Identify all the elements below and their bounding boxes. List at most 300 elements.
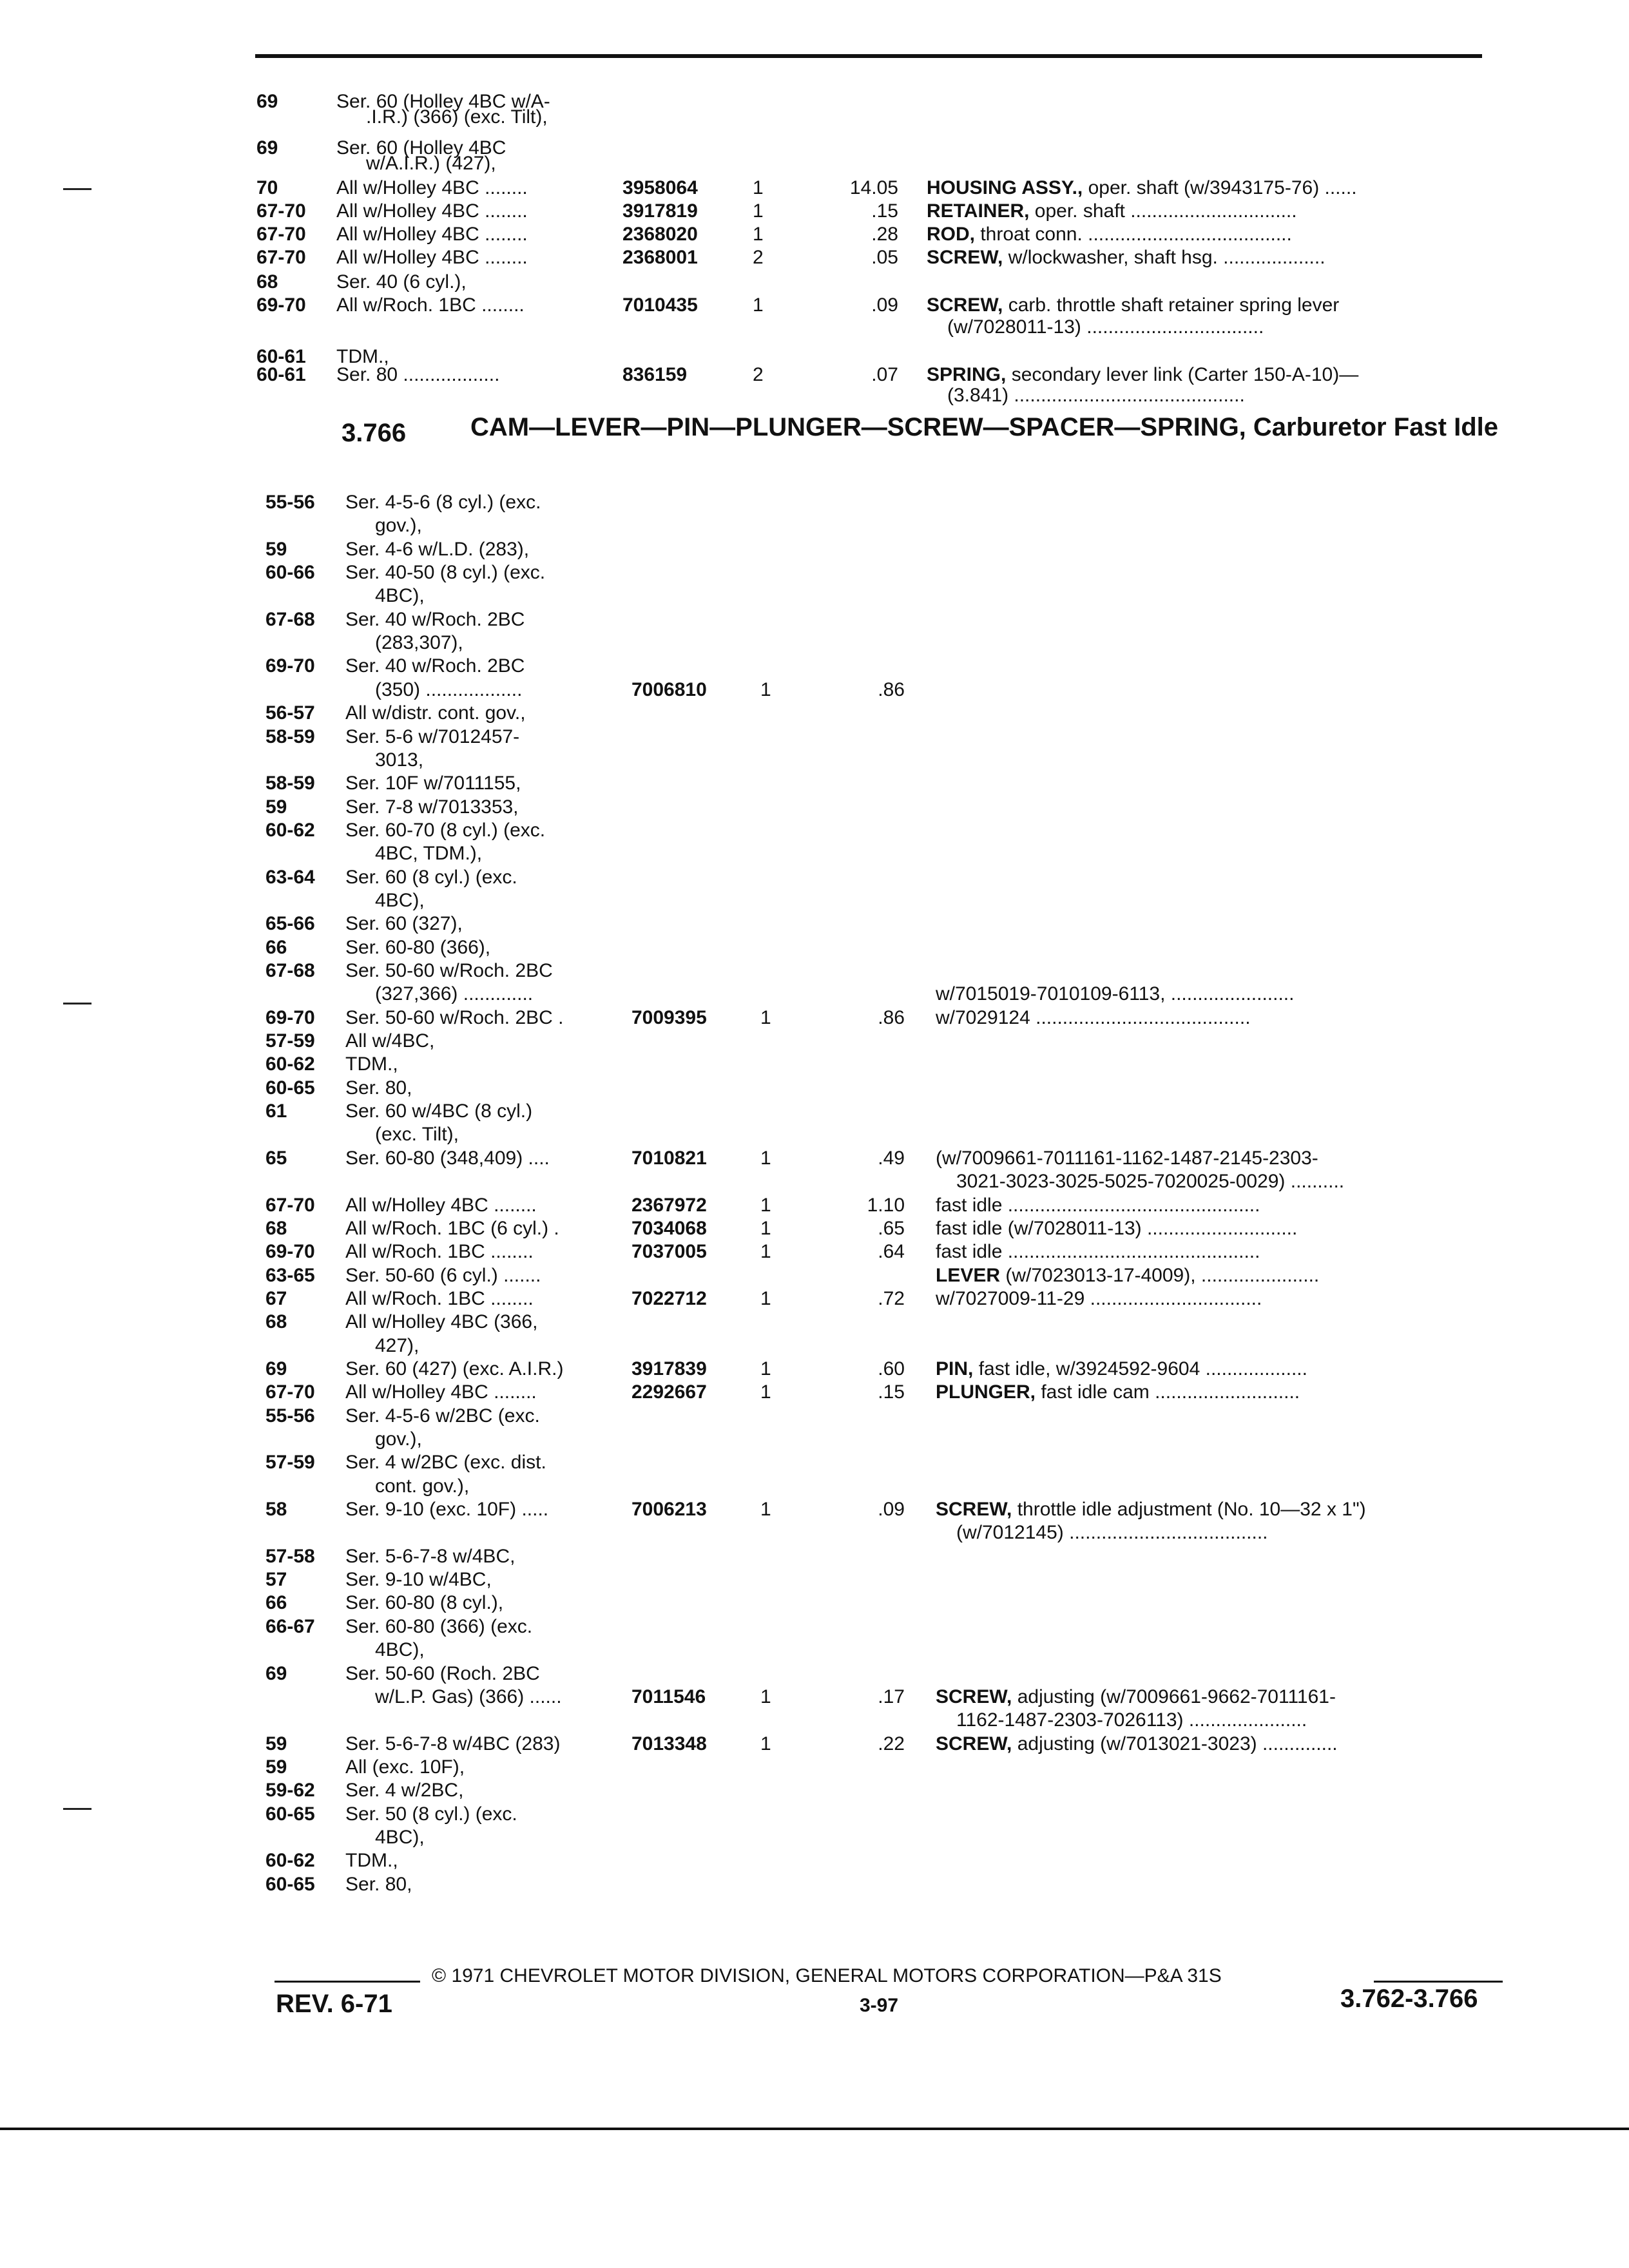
application: All w/Roch. 1BC ........ [336, 294, 525, 316]
application: All w/Holley 4BC ........ [336, 200, 528, 222]
quantity: 1 [760, 1006, 771, 1028]
part-number: 3958064 [622, 177, 698, 198]
application: .I.R.) (366) (exc. Tilt), [366, 106, 548, 128]
parts-row [0, 1826, 1629, 1850]
application: All (exc. 10F), [345, 1756, 465, 1778]
application: Ser. 60-80 (348,409) .... [345, 1147, 550, 1169]
part-number: 7006213 [631, 1499, 707, 1521]
model-year: 60-62 [265, 1053, 315, 1075]
part-number: 2368020 [622, 224, 698, 245]
description-text: throat conn. ...................................... [975, 224, 1292, 245]
application: Ser. 40 w/Roch. 2BC [345, 608, 525, 630]
price: .49 [878, 1147, 905, 1169]
application: All w/Roch. 1BC ........ [345, 1287, 534, 1309]
parts-row [0, 584, 1629, 609]
parts-row [0, 959, 1629, 984]
application: Ser. 40-50 (8 cyl.) (exc. [345, 562, 546, 584]
application: (exc. Tilt), [375, 1124, 459, 1146]
model-year: 65 [265, 1147, 287, 1169]
application: Ser. 60-80 (366) (exc. [345, 1615, 533, 1637]
description [936, 1381, 1495, 1404]
application: Ser. 60-80 (366), [345, 936, 491, 958]
model-year: 58-59 [265, 773, 315, 794]
price: .07 [871, 364, 898, 385]
parts-row [0, 1756, 1629, 1780]
application: Ser. 60 w/4BC (8 cyl.) [345, 1100, 533, 1122]
application: Ser. 60 (Holley 4BC [336, 137, 506, 159]
description-text: (w/7023013-17-4009), ...................... [1000, 1264, 1320, 1286]
description-text: adjusting (w/7009661-9662-7011161- [1012, 1686, 1336, 1707]
description-text: oper. shaft ............................... [1029, 200, 1297, 222]
application: (327,366) ............. [375, 983, 534, 1005]
part-number: 3917839 [631, 1358, 707, 1379]
part-number: 2368001 [622, 247, 698, 268]
parts-row [0, 1147, 1629, 1171]
model-year: 57 [265, 1569, 287, 1591]
parts-row [0, 316, 1629, 340]
price: .22 [878, 1733, 905, 1754]
part-number: 7011546 [631, 1686, 706, 1707]
parts-row [0, 702, 1629, 726]
parts-row [0, 1639, 1629, 1663]
parts-row [0, 1803, 1629, 1827]
model-year: 67-70 [256, 200, 306, 222]
model-year: 58-59 [265, 726, 315, 747]
model-year: 56-57 [265, 702, 315, 724]
application: All w/Holley 4BC ........ [345, 1194, 537, 1216]
parts-row [0, 1264, 1629, 1289]
parts-row [0, 1568, 1629, 1593]
part-number: 7006810 [631, 678, 707, 700]
application: Ser. 60 (427) (exc. A.I.R.) [345, 1358, 564, 1379]
application: Ser. 5-6 w/7012457- [345, 726, 520, 747]
quantity: 1 [760, 1147, 771, 1169]
parts-row [0, 678, 1629, 703]
section-number: 3.766 [342, 419, 407, 447]
part-number: 7034068 [631, 1217, 707, 1239]
parts-row [0, 772, 1629, 796]
part-number: 2367972 [631, 1194, 707, 1216]
price: .17 [878, 1686, 905, 1707]
parts-row [0, 152, 1629, 177]
description [936, 1194, 1495, 1217]
parts-row [0, 889, 1629, 914]
parts-row [0, 1428, 1629, 1452]
price: .09 [871, 294, 898, 316]
application: All w/Holley 4BC ........ [336, 224, 528, 245]
parts-row [0, 491, 1629, 515]
description-keyword: ROD, [927, 224, 975, 245]
description-keyword: SCREW, [927, 294, 1003, 316]
quantity: 1 [760, 678, 771, 700]
description-text: (w/7028011-13) ................................. [947, 316, 1264, 338]
application: Ser. 40 w/Roch. 2BC [345, 655, 525, 677]
quantity: 1 [760, 1686, 771, 1707]
description-keyword: RETAINER, [927, 200, 1030, 222]
quantity: 1 [760, 1287, 771, 1309]
parts-row [0, 1194, 1629, 1218]
description [927, 294, 1495, 317]
price: .64 [878, 1241, 905, 1263]
quantity: 1 [760, 1381, 771, 1403]
part-number: 7013348 [631, 1733, 707, 1754]
description-text: 1162-1487-2303-7026113) ...................... [956, 1709, 1307, 1731]
parts-row [0, 1405, 1629, 1429]
parts-row [0, 1170, 1629, 1195]
application: Ser. 50-60 w/Roch. 2BC . [345, 1006, 564, 1028]
model-year: 66 [265, 936, 287, 958]
description [936, 1240, 1495, 1264]
footer-rule-right [1374, 1981, 1503, 1983]
description-keyword: HOUSING ASSY., [927, 177, 1083, 198]
parts-row [0, 1451, 1629, 1475]
application: Ser. 4 w/2BC (exc. dist. [345, 1452, 546, 1474]
parts-row [0, 842, 1629, 867]
parts-row [0, 1240, 1629, 1265]
model-year: 58 [265, 1499, 287, 1521]
model-year: 67-68 [265, 960, 315, 981]
part-number: 7010435 [622, 294, 698, 316]
description-text: adjusting (w/7013021-3023) .............. [1012, 1733, 1338, 1754]
description-keyword: SCREW, [936, 1686, 1012, 1707]
price: 1.10 [867, 1194, 905, 1216]
model-year: 69 [256, 91, 278, 112]
parts-row [0, 200, 1629, 224]
model-year: 69 [265, 1358, 287, 1379]
description [927, 200, 1495, 223]
application: All w/Holley 4BC ........ [345, 1381, 537, 1403]
model-year: 60-62 [265, 819, 315, 841]
application: TDM., [345, 1053, 398, 1075]
model-year: 60-65 [265, 1873, 315, 1895]
quantity: 1 [760, 1358, 771, 1379]
description [956, 1521, 1516, 1544]
model-year: 59-62 [265, 1780, 315, 1802]
price: .15 [878, 1381, 905, 1403]
application: Ser. 50-60 (6 cyl.) ....... [345, 1264, 541, 1286]
application: Ser. 60 (Holley 4BC w/A- [336, 91, 550, 112]
parts-row [0, 819, 1629, 843]
application: All w/Holley 4BC (366, [345, 1311, 538, 1333]
description-text: (w/7012145) ..................................... [956, 1522, 1268, 1544]
part-number: 836159 [622, 364, 688, 385]
price: .86 [878, 1006, 905, 1028]
parts-row [0, 294, 1629, 318]
quantity: 1 [753, 294, 764, 316]
description [956, 1709, 1516, 1732]
quantity: 2 [753, 364, 764, 385]
model-year: 69 [265, 1662, 287, 1684]
description-text: fast idle ............................................... [936, 1241, 1260, 1263]
part-number: 7022712 [631, 1287, 707, 1309]
parts-row [0, 726, 1629, 750]
parts-row [0, 983, 1629, 1007]
model-year: 60-62 [265, 1850, 315, 1872]
model-year: 60-66 [265, 562, 315, 584]
parts-row [0, 1287, 1629, 1312]
quantity: 1 [753, 177, 764, 198]
application: Ser. 9-10 w/4BC, [345, 1569, 492, 1591]
quantity: 1 [760, 1217, 771, 1239]
parts-row [0, 1779, 1629, 1803]
model-year: 67-70 [265, 1381, 315, 1403]
part-number: 2292667 [631, 1381, 707, 1403]
parts-row [0, 655, 1629, 679]
application: 4BC, TDM.), [375, 843, 483, 865]
description [927, 363, 1495, 387]
parts-row [0, 866, 1629, 890]
parts-row [0, 796, 1629, 820]
price: .60 [878, 1358, 905, 1379]
application: All w/distr. cont. gov., [345, 702, 526, 724]
parts-row [0, 1873, 1629, 1898]
application: All w/Roch. 1BC ........ [345, 1241, 534, 1263]
application: w/A.I.R.) (427), [366, 153, 496, 174]
parts-row [0, 608, 1629, 633]
application: Ser. 40 (6 cyl.), [336, 271, 467, 293]
price: 14.05 [849, 177, 898, 198]
description-text: throttle idle adjustment (No. 10—32 x 1") [1012, 1499, 1366, 1521]
quantity: 1 [760, 1733, 771, 1754]
quantity: 1 [753, 200, 764, 222]
application: gov.), [375, 1428, 422, 1450]
bottom-rule [0, 2128, 1629, 2130]
application: 3013, [375, 749, 424, 771]
model-year: 69 [256, 137, 278, 159]
application: Ser. 5-6-7-8 w/4BC, [345, 1545, 516, 1567]
description-text: oper. shaft (w/3943175-76) ...... [1083, 177, 1357, 198]
price: .72 [878, 1287, 905, 1309]
model-year: 67-70 [256, 247, 306, 268]
parts-row [0, 106, 1629, 130]
parts-row [0, 1311, 1629, 1335]
application: TDM., [345, 1850, 398, 1872]
model-year: 63-65 [265, 1264, 315, 1286]
model-year: 63-64 [265, 866, 315, 888]
application: Ser. 4-5-6 w/2BC (exc. [345, 1405, 540, 1427]
model-year: 66-67 [265, 1615, 315, 1637]
description-text: w/7029124 ........................................ [936, 1006, 1251, 1028]
parts-row [0, 271, 1629, 295]
parts-row [0, 1521, 1629, 1546]
application: TDM., [336, 346, 389, 367]
model-year: 59 [265, 796, 287, 818]
description-keyword: SCREW, [936, 1499, 1012, 1521]
application: (283,307), [375, 632, 463, 654]
model-year: 57-59 [265, 1452, 315, 1474]
description [927, 223, 1495, 246]
description [936, 983, 1495, 1006]
application: 4BC), [375, 889, 425, 911]
parts-row [0, 538, 1629, 562]
description-keyword: SCREW, [936, 1733, 1012, 1754]
application: Ser. 4-6 w/L.D. (283), [345, 538, 530, 560]
model-year: 68 [265, 1217, 287, 1239]
description [936, 1733, 1495, 1756]
model-year: 68 [265, 1311, 287, 1333]
description [936, 1006, 1495, 1030]
application: Ser. 9-10 (exc. 10F) ..... [345, 1499, 549, 1521]
application: All w/4BC, [345, 1030, 435, 1052]
application: Ser. 7-8 w/7013353, [345, 796, 519, 818]
model-year: 67 [265, 1287, 287, 1309]
price: .65 [878, 1217, 905, 1239]
description [936, 1147, 1495, 1170]
description-keyword: LEVER [936, 1264, 1001, 1286]
part-number: 7037005 [631, 1241, 707, 1263]
model-year: 60-61 [256, 364, 306, 385]
application: Ser. 50-60 w/Roch. 2BC [345, 960, 553, 981]
application: Ser. 50-60 (Roch. 2BC [345, 1662, 540, 1684]
parts-row [0, 1123, 1629, 1148]
description-text: secondary lever link (Carter 150-A-10)— [1006, 364, 1359, 385]
model-year: 55-56 [265, 492, 315, 513]
part-number: 7009395 [631, 1006, 707, 1028]
description [927, 246, 1495, 269]
model-year: 69-70 [265, 1241, 315, 1263]
parts-row [0, 1358, 1629, 1382]
application: All w/Roch. 1BC (6 cyl.) . [345, 1217, 559, 1239]
parts-row [0, 1381, 1629, 1405]
price: .28 [871, 224, 898, 245]
application: Ser. 60-70 (8 cyl.) (exc. [345, 819, 546, 841]
parts-row [0, 1475, 1629, 1499]
application: 427), [375, 1334, 419, 1356]
description [947, 316, 1516, 339]
price: .86 [878, 678, 905, 700]
application: Ser. 4 w/2BC, [345, 1780, 464, 1802]
application: All w/Holley 4BC ........ [336, 247, 528, 268]
model-year: 69-70 [265, 655, 315, 677]
parts-row [0, 1217, 1629, 1242]
application: Ser. 60 (327), [345, 913, 463, 935]
description-text: (w/7009661-7011161-1162-1487-2145-2303- [936, 1147, 1318, 1169]
description-keyword: PLUNGER, [936, 1381, 1036, 1403]
description [927, 177, 1495, 200]
model-year: 67-68 [265, 608, 315, 630]
footer-revision: REV. 6-71 [276, 1990, 392, 2018]
model-year: 55-56 [265, 1405, 315, 1427]
application: Ser. 60-80 (8 cyl.), [345, 1592, 504, 1614]
application: (350) .................. [375, 678, 523, 700]
parts-row [0, 514, 1629, 539]
footer-rule-left [275, 1981, 420, 1983]
model-year: 57-58 [265, 1545, 315, 1567]
application: Ser. 80, [345, 1873, 412, 1895]
application: Ser. 10F w/7011155, [345, 773, 521, 794]
parts-row [0, 1733, 1629, 1757]
model-year: 66 [265, 1592, 287, 1614]
description [936, 1287, 1495, 1311]
parts-row [0, 561, 1629, 586]
parts-row [0, 1662, 1629, 1687]
parts-row [0, 912, 1629, 937]
application: All w/Holley 4BC ........ [336, 177, 528, 198]
description-keyword: PIN, [936, 1358, 974, 1379]
model-year: 69-70 [256, 294, 306, 316]
price: .15 [871, 200, 898, 222]
description [936, 1264, 1495, 1287]
parts-row [0, 749, 1629, 773]
parts-row [0, 1849, 1629, 1874]
description-text: 3021-3023-3025-5025-7020025-0029) .......... [956, 1171, 1345, 1193]
model-year: 61 [265, 1100, 287, 1122]
description-text: fast idle cam ........................... [1036, 1381, 1300, 1403]
parts-row [0, 1709, 1629, 1733]
model-year: 59 [265, 1733, 287, 1754]
parts-row [0, 246, 1629, 271]
parts-row [0, 631, 1629, 656]
model-year: 59 [265, 538, 287, 560]
description-text: fast idle ............................................... [936, 1194, 1260, 1216]
description-text: w/7027009-11-29 ................................ [936, 1287, 1262, 1309]
model-year: 65-66 [265, 913, 315, 935]
application: Ser. 60 (8 cyl.) (exc. [345, 866, 517, 888]
part-number: 7010821 [631, 1147, 707, 1169]
price: .05 [871, 247, 898, 268]
parts-row [0, 1686, 1629, 1710]
description [936, 1498, 1495, 1521]
parts-row [0, 1006, 1629, 1031]
quantity: 1 [760, 1194, 771, 1216]
description-text: carb. throttle shaft retainer spring lever [1003, 294, 1340, 316]
application: w/L.P. Gas) (366) ...... [375, 1686, 562, 1707]
application: 4BC), [375, 1639, 425, 1661]
application: cont. gov.), [375, 1475, 470, 1497]
quantity: 1 [753, 224, 764, 245]
quantity: 2 [753, 247, 764, 268]
part-number: 3917819 [622, 200, 698, 222]
application: 4BC), [375, 1826, 425, 1848]
application: Ser. 4-5-6 (8 cyl.) (exc. [345, 492, 541, 513]
description-text: fast idle, w/3924592-9604 ................... [973, 1358, 1307, 1379]
quantity: 1 [760, 1499, 771, 1521]
model-year: 60-65 [265, 1077, 315, 1099]
model-year: 59 [265, 1756, 287, 1778]
model-year: 67-70 [256, 224, 306, 245]
description [936, 1358, 1495, 1381]
model-year: 69-70 [265, 1006, 315, 1028]
model-year: 68 [256, 271, 278, 293]
parts-row [0, 936, 1629, 961]
parts-row [0, 1334, 1629, 1359]
parts-row [0, 1100, 1629, 1124]
section-title: CAM—LEVER—PIN—PLUNGER—SCREW—SPACER—SPRING, Carburetor Fast Idle [470, 413, 1498, 441]
description-keyword: SCREW, [927, 247, 1003, 268]
parts-row [0, 1615, 1629, 1640]
footer-copyright: © 1971 CHEVROLET MOTOR DIVISION, GENERAL MOTORS CORPORATION—P&A 31S [432, 1965, 1222, 1986]
application: Ser. 50 (8 cyl.) (exc. [345, 1803, 517, 1825]
application: Ser. 80 .................. [336, 364, 500, 385]
description [956, 1170, 1516, 1193]
parts-row [0, 1030, 1629, 1054]
model-year: 67-70 [265, 1194, 315, 1216]
description-text: fast idle (w/7028011-13) ............................ [936, 1217, 1298, 1239]
parts-row [0, 223, 1629, 247]
description [936, 1217, 1495, 1240]
parts-row [0, 1498, 1629, 1523]
footer-page-number: 3-97 [860, 1995, 899, 2016]
parts-row [0, 1545, 1629, 1570]
application: gov.), [375, 515, 422, 537]
parts-row [0, 384, 1629, 408]
model-year: 60-61 [256, 346, 306, 367]
model-year: 70 [256, 177, 278, 198]
model-year: 57-59 [265, 1030, 315, 1052]
parts-row [0, 1591, 1629, 1616]
quantity: 1 [760, 1241, 771, 1263]
footer-section-range: 3.762-3.766 [1340, 1984, 1478, 2013]
